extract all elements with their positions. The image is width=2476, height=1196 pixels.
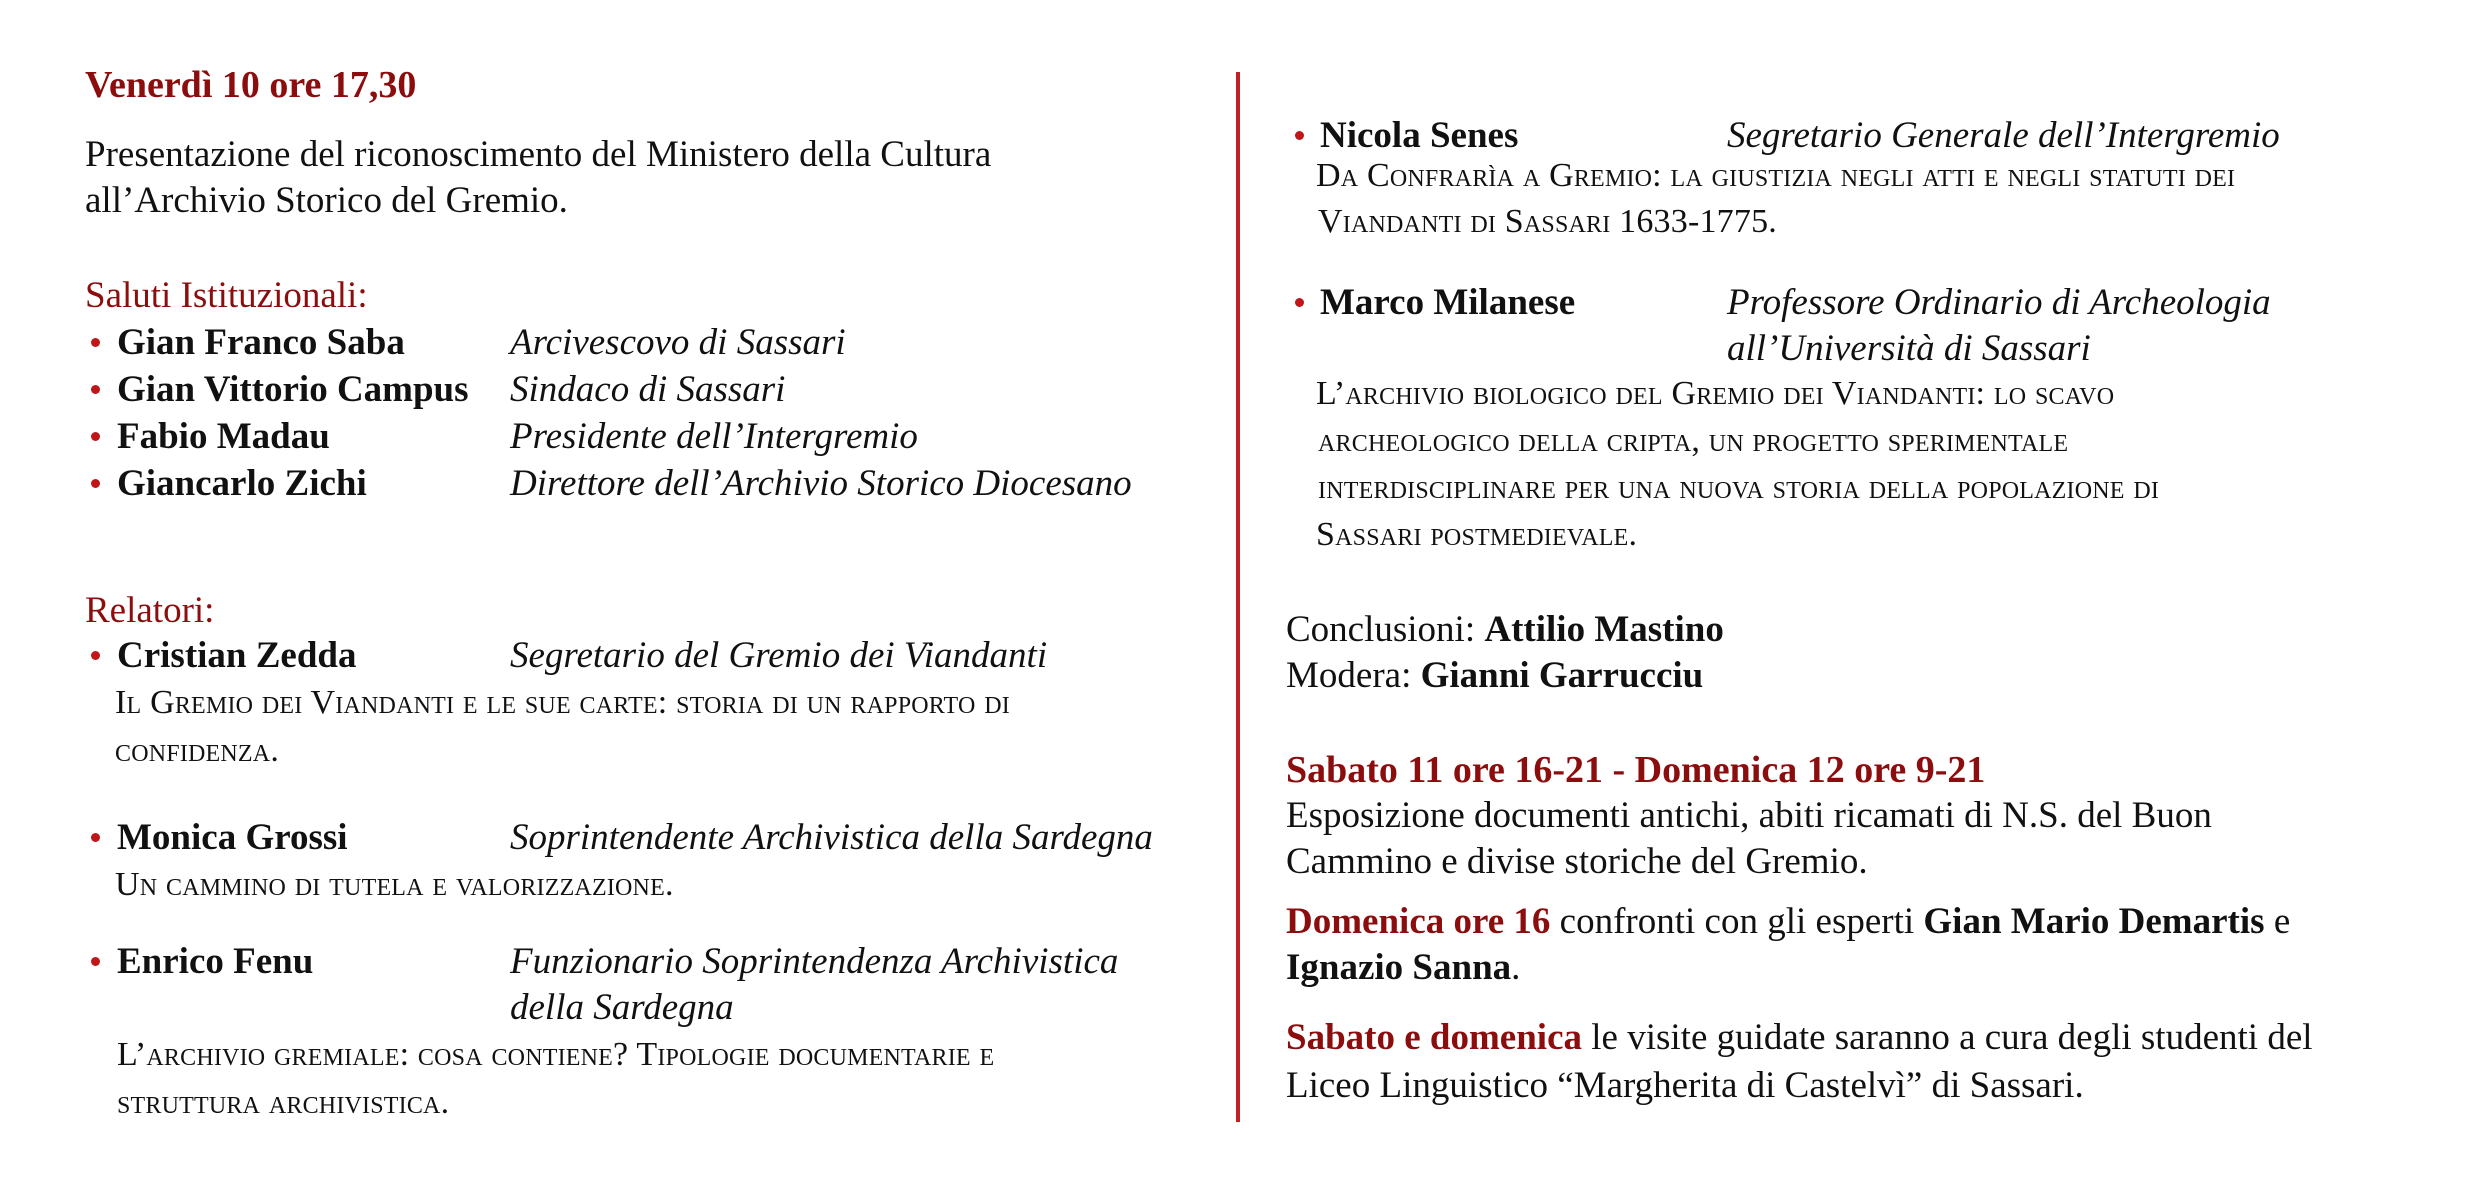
bullet-icon [1295, 298, 1304, 307]
speaker-role: Professore Ordinario di Archeologia [1727, 282, 2271, 323]
sunday-label: Domenica ore 16 [1286, 901, 1551, 942]
sunday-text: confronti con gli esperti [1559, 901, 1915, 942]
speaker-role: all’Università di Sassari [1727, 328, 2091, 369]
speaker-role: Segretario del Gremio dei Viandanti [510, 635, 1048, 676]
talk-title: L’archivio gremiale: cosa contiene? Tipologie documentarie e [117, 1036, 995, 1073]
bullet-icon [91, 338, 100, 347]
conclusions-label: Conclusioni: [1286, 609, 1476, 650]
moderator-name: Gianni Garrucciu [1420, 655, 1704, 696]
greeting-name: Giancarlo Zichi [117, 463, 367, 504]
greeting-role: Arcivescovo di Sassari [510, 322, 846, 363]
greeting-role: Presidente dell’Intergremio [510, 416, 918, 457]
greeting-name: Fabio Madau [117, 416, 330, 457]
talk-title: archeologico della cripta, un progetto sperimentale [1318, 422, 2069, 459]
bullet-icon [91, 479, 100, 488]
sunday-line-2 [1286, 945, 1520, 991]
weekend-heading: Sabato 11 ore 16-21 - Domenica 12 ore 9-21 [1286, 749, 1986, 791]
speaker-name: Monica Grossi [117, 817, 348, 858]
friday-heading: Venerdì 10 ore 17,30 [85, 64, 417, 106]
greeting-role: Direttore dell’Archivio Storico Diocesano [510, 463, 1132, 504]
intro-line-1: Presentazione del riconoscimento del Ministero della Cultura [85, 134, 992, 175]
greeting-role: Sindaco di Sassari [510, 369, 786, 410]
speaker-name: Nicola Senes [1320, 115, 1519, 156]
moderator-label: Modera: [1286, 655, 1412, 696]
speaker-name: Marco Milanese [1320, 282, 1576, 323]
bullet-icon [91, 957, 100, 966]
greeting-name: Gian Franco Saba [117, 322, 405, 363]
moderator-line [1286, 653, 1703, 699]
sunday-expert-1: Gian Mario Demartis [1923, 901, 2265, 942]
sunday-end: . [1511, 947, 1521, 988]
exhibit-line-1: Esposizione documenti antichi, abiti ricamati di N.S. del Buon [1286, 795, 2212, 836]
talk-title: Il Gremio dei Viandanti e le sue carte: storia di un rapporto di [115, 684, 1010, 721]
bullet-icon [91, 651, 100, 660]
greeting-name: Gian Vittorio Campus [117, 369, 469, 410]
sunday-and: e [2273, 901, 2291, 942]
talk-title: Sassari postmedievale. [1316, 516, 1638, 553]
speaker-role: Segretario Generale dell’Intergremio [1727, 115, 2280, 156]
column-divider [1236, 72, 1240, 1122]
bullet-icon [91, 833, 100, 842]
speaker-name: Cristian Zedda [117, 635, 357, 676]
talk-title: confidenza. [115, 732, 280, 769]
talk-title: Da Confrarìa a Gremio: la giustizia negli atti e negli statuti dei [1316, 157, 2236, 194]
speaker-name: Enrico Fenu [117, 941, 314, 982]
tours-label: Sabato e domenica [1286, 1017, 1582, 1058]
exhibit-line-2: Cammino e divise storiche del Gremio. [1286, 841, 1868, 882]
sunday-expert-2: Ignazio Sanna [1286, 947, 1512, 988]
conclusions-line [1286, 607, 1724, 653]
bullet-icon [1295, 131, 1304, 140]
speaker-role: Soprintendente Archivistica della Sardegna [510, 817, 1153, 858]
intro-line-2: all’Archivio Storico del Gremio. [85, 180, 568, 221]
bullet-icon [91, 385, 100, 394]
conclusions-name: Attilio Mastino [1484, 609, 1724, 650]
sunday-line-1 [1286, 899, 2290, 945]
tours-line-2: Liceo Linguistico “Margherita di Castelvì” di Sassari. [1286, 1065, 2084, 1106]
tours-line-1 [1286, 1015, 2313, 1061]
talk-title: Viandanti di Sassari 1633-1775. [1318, 203, 1777, 240]
talk-title: L’archivio biologico del Gremio dei Viandanti: lo scavo [1316, 375, 2115, 412]
speaker-role: della Sardegna [510, 987, 734, 1028]
talk-title: struttura archivistica. [117, 1084, 450, 1121]
speakers-heading: Relatori: [85, 590, 215, 631]
talk-title: Un cammino di tutela e valorizzazione. [115, 866, 674, 903]
speaker-role: Funzionario Soprintendenza Archivistica [510, 941, 1119, 982]
tours-text-1: le visite guidate saranno a cura degli studenti del [1591, 1017, 2313, 1058]
bullet-icon [91, 432, 100, 441]
talk-title: interdisciplinare per una nuova storia della popolazione di [1318, 469, 2160, 506]
greetings-heading: Saluti Istituzionali: [85, 275, 368, 316]
